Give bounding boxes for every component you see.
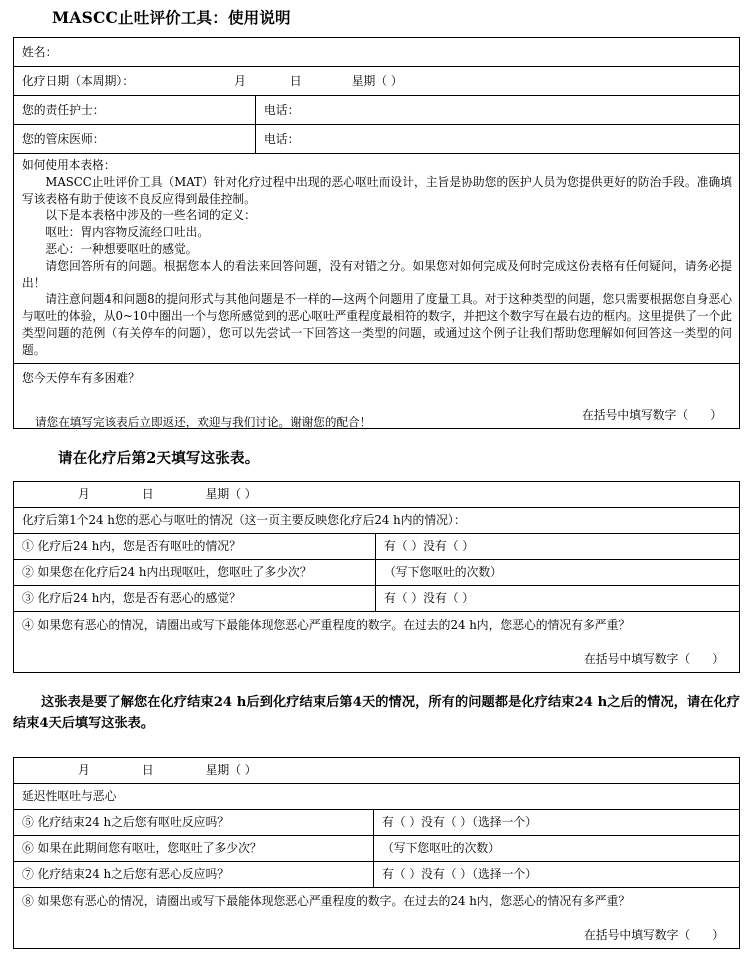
table-row [14, 154, 740, 364]
table-row [14, 482, 740, 508]
day2-section-title: 化疗后第1个24 h您的恶心与呕吐的情况（这一页主要反映您化疗后24 h内的情况）： [14, 508, 740, 534]
day2-form-table [13, 481, 740, 673]
day4-scale-question: ⑧ 如果您有恶心的情况，请圈出或写下最能体现您恶心严重程度的数字。在过去的24 h内，您恶心的情况有多严重？ [22, 894, 631, 908]
day4-section-title: 延迟性呕吐与恶心 [14, 784, 740, 810]
example-question-text: 您今天停车有多困难？ [22, 370, 140, 385]
day2-question-2: ② 如果您在化疗后24 h内出现呕吐，您呕吐了多少次？ [14, 560, 376, 586]
day2-date-row[interactable] [14, 482, 740, 508]
day4-scale-answer-label: 在括号中填写数字（ [584, 928, 691, 942]
day2-answer-3[interactable]: 有（ ）没有（ ） [376, 586, 740, 612]
instructions-paragraph-1: MASCC止吐评价工具（MAT）针对化疗过程中出现的恶心呕吐而设计，主旨是协助您的医护人员为您提供更好的防治手段。准确填写该表格有助于使该不良反应得到最佳控制。 [22, 174, 732, 206]
day4-day-label: 日 [141, 763, 154, 777]
doctor-field-label[interactable]: 您的管床医师： [14, 125, 256, 154]
table-row [14, 810, 740, 836]
weekday-label: 星期（ ） [351, 73, 403, 88]
instructions-paragraph-4: 请注意问题4和问题8的提问形式与其他问题是不一样的—这两个问题用了度量工具。对于这种类型的问题，您只需要根据您自身恶心与呕吐的体验，从0~10中圈出一个与您所感觉到的恶心呕吐严重程度最相符的数字，并把这个数字写在最右边的框内。这里提供了一个此类型问题的范例（有关停车的问题），您可以先尝试一下回答这一类型的问题，或通过这个例子让我们帮助您理解如何回答这一类型的问题。 [22, 292, 732, 357]
table-row [14, 784, 740, 810]
chemo-date-field[interactable] [14, 67, 740, 96]
table-row [14, 888, 740, 949]
example-answer-label: 在括号中填写数字（ [582, 407, 689, 422]
day-label: 日 [289, 73, 302, 88]
table-row [14, 560, 740, 586]
table-row [14, 125, 740, 154]
instructions-paragraph-3: 请您回答所有的问题。根据您本人的看法来回答问题，没有对错之分。如果您对如何完成及何时完成这份表格有任何疑问，请务必提出！ [22, 258, 732, 290]
day2-day-label: 日 [141, 487, 154, 501]
day4-scale-answer-box[interactable] [22, 927, 732, 944]
day4-scale-question-cell [14, 888, 740, 949]
instructions-heading: 如何使用本表格： [22, 158, 116, 172]
day2-scale-question-cell [14, 612, 740, 673]
nurse-phone-field-label[interactable]: 电话： [256, 96, 740, 125]
doctor-phone-field-label[interactable]: 电话： [256, 125, 740, 154]
table-row [14, 586, 740, 612]
definition-nausea: 恶心：一种想要呕吐的感觉。 [45, 241, 198, 256]
day4-month-label: 月 [78, 763, 90, 777]
instructions-paragraph-2: 以下是本表格中涉及的一些名词的定义： [45, 208, 256, 223]
table-row [14, 836, 740, 862]
day4-question-7: ⑦ 化疗结束24 h之后您有恶心反应吗？ [14, 862, 374, 888]
name-field-label[interactable]: 姓名： [14, 38, 740, 67]
example-answer-close: ） [710, 407, 722, 422]
return-note: 请您在填写完该表后立即返还，欢迎与我们讨论。谢谢您的配合！ [35, 415, 372, 429]
day2-scale-answer-box[interactable] [22, 651, 732, 668]
table-row [14, 612, 740, 673]
day4-weekday-label: 星期（ ） [205, 763, 257, 777]
day2-question-3: ③ 化疗后24 h内，您是否有恶心的感觉？ [14, 586, 376, 612]
day2-question-1: ① 化疗后24 h内，您是否有呕吐的情况？ [14, 534, 376, 560]
table-row [14, 67, 740, 96]
day2-weekday-label: 星期（ ） [205, 487, 257, 501]
patient-info-table [13, 37, 740, 429]
day2-section-heading: 请在化疗后第2天填写这张表。 [58, 450, 260, 467]
table-row [14, 96, 740, 125]
day2-month-label: 月 [78, 487, 90, 501]
day4-answer-7[interactable]: 有（ ）没有（ ）（选择一个） [374, 862, 740, 888]
table-row [14, 534, 740, 560]
day4-intro-paragraph: 这张表是要了解您在化疗结束24 h后到化疗结束后第4天的情况，所有的问题都是化疗结束24 h之后的情况，请在化疗结束4天后填写这张表。 [13, 695, 740, 731]
day4-answer-5[interactable]: 有（ ）没有（ ）（选择一个） [374, 810, 740, 836]
definition-vomiting: 呕吐：胃内容物反流经口吐出。 [45, 225, 210, 240]
nurse-field-label[interactable]: 您的责任护士： [14, 96, 256, 125]
day2-answer-2[interactable]: （写下您呕吐的次数） [376, 560, 740, 586]
chemo-date-label: 化疗日期（本周期）： [22, 73, 135, 88]
day2-scale-answer-label: 在括号中填写数字（ [584, 652, 691, 666]
table-row [14, 508, 740, 534]
day2-scale-answer-close: ） [712, 652, 724, 666]
day2-answer-1[interactable]: 有（ ）没有（ ） [376, 534, 740, 560]
page-title: MASCC止吐评价工具：使用说明 [52, 8, 291, 27]
day4-question-6: ⑥ 如果在此期间您有呕吐，您呕吐了多少次？ [14, 836, 374, 862]
table-row [14, 38, 740, 67]
day4-form-table [13, 757, 740, 949]
instructions-cell [14, 154, 740, 364]
day4-scale-answer-close: ） [712, 928, 724, 942]
day2-scale-question: ④ 如果您有恶心的情况，请圈出或写下最能体现您恶心严重程度的数字。在过去的24 h内，您恶心的情况有多严重？ [22, 618, 631, 632]
day4-date-row[interactable] [14, 758, 740, 784]
month-label: 月 [234, 73, 246, 88]
table-row [14, 862, 740, 888]
day4-answer-6[interactable]: （写下您呕吐的次数） [374, 836, 740, 862]
day4-question-5: ⑤ 化疗结束24 h之后您有呕吐反应吗？ [14, 810, 374, 836]
table-row [14, 758, 740, 784]
